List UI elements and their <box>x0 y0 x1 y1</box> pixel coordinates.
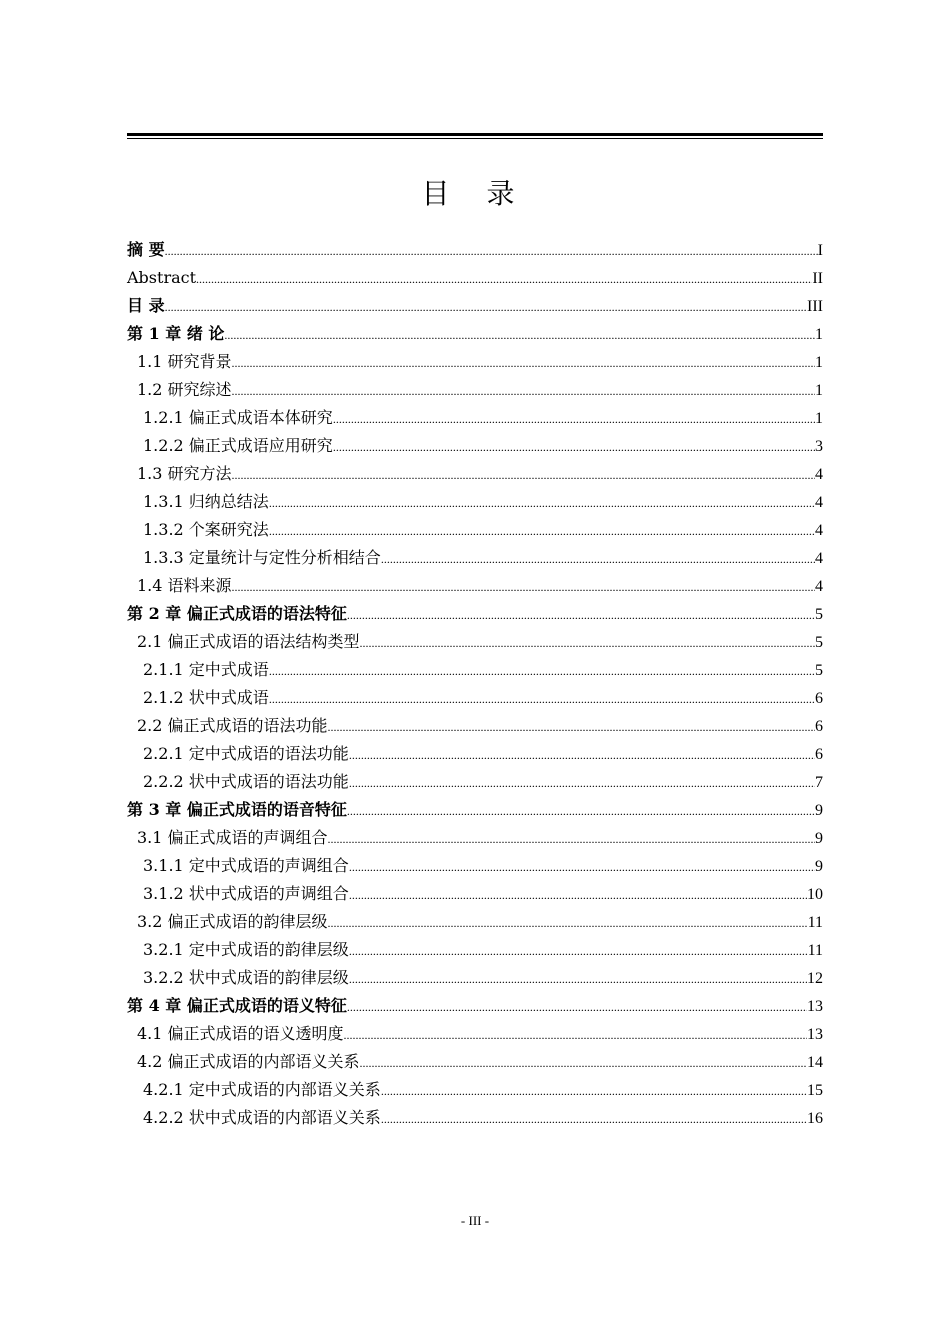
toc-entry-label: 1.3 研究方法 <box>137 464 232 483</box>
toc-entry[interactable] <box>127 236 823 264</box>
toc-entry-page: 4 <box>815 494 823 511</box>
toc-entry[interactable] <box>127 964 823 992</box>
toc-entry[interactable] <box>127 824 823 852</box>
toc-entry[interactable] <box>127 684 823 712</box>
toc-dot-leader <box>328 825 815 853</box>
toc-dot-leader <box>269 517 815 545</box>
toc-dot-leader <box>344 1021 807 1049</box>
toc-entry-label: 2.1.2 状中式成语 <box>143 688 269 707</box>
toc-entry-label: 4.1 偏正式成语的语义透明度 <box>137 1024 344 1043</box>
toc-entry[interactable] <box>127 1076 823 1104</box>
toc-entry-label: 3.1.1 定中式成语的声调组合 <box>143 856 349 875</box>
toc-entry[interactable] <box>127 264 823 292</box>
toc-entry-label: 3.1.2 状中式成语的声调组合 <box>143 884 349 903</box>
toc-entry-page: 12 <box>807 970 823 987</box>
toc-entry-page: 4 <box>815 522 823 539</box>
toc-entry[interactable] <box>127 1048 823 1076</box>
toc-dot-leader <box>360 1049 807 1077</box>
toc-entry[interactable] <box>127 292 823 320</box>
toc-entry-label: 2.1.1 定中式成语 <box>143 660 269 679</box>
toc-entry-label: 3.1 偏正式成语的声调组合 <box>137 828 328 847</box>
toc-dot-leader <box>333 405 815 433</box>
toc-dot-leader <box>349 853 815 881</box>
toc-dot-leader <box>347 797 815 825</box>
header-rule-thick <box>127 133 823 136</box>
toc-entry-page: 9 <box>815 802 823 819</box>
toc-dot-leader <box>165 293 807 321</box>
toc-entry-label: 1.2.2 偏正式成语应用研究 <box>143 436 333 455</box>
toc-dot-leader <box>349 965 807 993</box>
toc-entry-page: 4 <box>815 578 823 595</box>
table-of-contents <box>127 236 823 1132</box>
toc-entry-page: 13 <box>807 998 823 1015</box>
toc-dot-leader <box>347 601 815 629</box>
toc-entry-page: 5 <box>815 662 823 679</box>
toc-entry-label: 3.2.2 状中式成语的韵律层级 <box>143 968 349 987</box>
header-rule-thin <box>127 138 823 139</box>
toc-entry-page: 5 <box>815 606 823 623</box>
toc-entry[interactable] <box>127 740 823 768</box>
toc-entry-page: 1 <box>815 326 823 343</box>
page-title: 目 录 <box>421 177 529 210</box>
toc-entry-page: 13 <box>807 1026 823 1043</box>
toc-entry-page: 6 <box>815 746 823 763</box>
toc-entry-label: 1.3.1 归纳总结法 <box>143 492 269 511</box>
toc-entry-page: 1 <box>815 410 823 427</box>
toc-entry[interactable] <box>127 628 823 656</box>
toc-entry-label: 目 录 <box>127 296 165 315</box>
toc-entry[interactable] <box>127 768 823 796</box>
toc-dot-leader <box>347 993 807 1021</box>
toc-entry-page: 9 <box>815 858 823 875</box>
toc-dot-leader <box>328 713 815 741</box>
toc-entry-label: 4.2 偏正式成语的内部语义关系 <box>137 1052 360 1071</box>
toc-dot-leader <box>349 741 815 769</box>
toc-entry[interactable] <box>127 376 823 404</box>
toc-entry-page: 14 <box>807 1054 823 1071</box>
toc-entry-label: 2.2.2 状中式成语的语法功能 <box>143 772 349 791</box>
toc-dot-leader <box>381 1105 807 1133</box>
toc-entry-page: 4 <box>815 466 823 483</box>
toc-entry-page: 9 <box>815 830 823 847</box>
toc-dot-leader <box>196 265 812 293</box>
toc-entry-page: 15 <box>807 1082 823 1099</box>
toc-dot-leader <box>349 881 807 909</box>
toc-entry[interactable] <box>127 1020 823 1048</box>
toc-dot-leader <box>349 769 815 797</box>
toc-entry-label: 1.3.3 定量统计与定性分析相结合 <box>143 548 381 567</box>
toc-entry[interactable] <box>127 992 823 1020</box>
toc-entry[interactable] <box>127 432 823 460</box>
toc-entry[interactable] <box>127 712 823 740</box>
toc-entry-label: 2.2 偏正式成语的语法功能 <box>137 716 328 735</box>
toc-entry-page: III <box>807 298 823 315</box>
toc-entry[interactable] <box>127 656 823 684</box>
toc-entry-label: 1.4 语料来源 <box>137 576 232 595</box>
toc-entry-label: 1.2.1 偏正式成语本体研究 <box>143 408 333 427</box>
page-number-footer: - III - <box>460 1213 490 1228</box>
toc-entry[interactable] <box>127 600 823 628</box>
toc-dot-leader <box>224 321 815 349</box>
toc-dot-leader <box>360 629 815 657</box>
toc-entry[interactable] <box>127 852 823 880</box>
toc-dot-leader <box>165 237 818 265</box>
toc-entry-label: 1.1 研究背景 <box>137 352 232 371</box>
toc-entry-label: 第 3 章 偏正式成语的语音特征 <box>127 800 347 819</box>
toc-dot-leader <box>232 349 815 377</box>
toc-dot-leader <box>381 1077 807 1105</box>
toc-entry-page: 1 <box>815 354 823 371</box>
toc-dot-leader <box>269 685 815 713</box>
toc-entry-page: 7 <box>815 774 823 791</box>
toc-entry-page: 3 <box>815 438 823 455</box>
toc-entry[interactable] <box>127 936 823 964</box>
toc-entry[interactable] <box>127 796 823 824</box>
toc-entry-label: 摘 要 <box>127 240 165 259</box>
toc-entry-page: 11 <box>807 942 823 959</box>
toc-entry-page: 5 <box>815 634 823 651</box>
toc-entry-page: 4 <box>815 550 823 567</box>
toc-entry-label: 4.2.2 状中式成语的内部语义关系 <box>143 1108 381 1127</box>
toc-entry[interactable] <box>127 1104 823 1132</box>
toc-entry-label: Abstract <box>127 268 197 287</box>
toc-dot-leader <box>333 433 815 461</box>
toc-entry[interactable] <box>127 544 823 572</box>
toc-entry[interactable] <box>127 572 823 600</box>
toc-entry-label: 1.2 研究综述 <box>137 380 232 399</box>
toc-entry-page: 1 <box>815 382 823 399</box>
toc-dot-leader <box>381 545 815 573</box>
toc-entry[interactable] <box>127 488 823 516</box>
toc-entry-page: I <box>817 242 823 259</box>
toc-entry-label: 4.2.1 定中式成语的内部语义关系 <box>143 1080 381 1099</box>
toc-dot-leader <box>269 657 815 685</box>
toc-entry-label: 3.2 偏正式成语的韵律层级 <box>137 912 328 931</box>
toc-entry[interactable] <box>127 320 823 348</box>
toc-entry-label: 第 1 章 绪 论 <box>127 324 225 343</box>
toc-dot-leader <box>232 461 815 489</box>
toc-entry-label: 第 2 章 偏正式成语的语法特征 <box>127 604 347 623</box>
toc-entry[interactable] <box>127 880 823 908</box>
toc-entry-page: 11 <box>807 914 823 931</box>
toc-entry-page: 10 <box>807 886 823 903</box>
toc-dot-leader <box>349 937 808 965</box>
toc-entry-label: 1.3.2 个案研究法 <box>143 520 269 539</box>
toc-entry[interactable] <box>127 460 823 488</box>
toc-entry[interactable] <box>127 516 823 544</box>
toc-entry[interactable] <box>127 348 823 376</box>
toc-dot-leader <box>269 489 815 517</box>
toc-entry[interactable] <box>127 908 823 936</box>
toc-dot-leader <box>232 573 815 601</box>
toc-entry-label: 2.2.1 定中式成语的语法功能 <box>143 744 349 763</box>
toc-entry-label: 3.2.1 定中式成语的韵律层级 <box>143 940 349 959</box>
toc-dot-leader <box>328 909 808 937</box>
toc-entry-label: 2.1 偏正式成语的语法结构类型 <box>137 632 360 651</box>
toc-entry-page: 6 <box>815 718 823 735</box>
toc-entry-page: 6 <box>815 690 823 707</box>
toc-entry-page: II <box>812 270 823 287</box>
toc-entry-page: 16 <box>807 1110 823 1127</box>
toc-entry-label: 第 4 章 偏正式成语的语义特征 <box>127 996 347 1015</box>
toc-entry[interactable] <box>127 404 823 432</box>
toc-dot-leader <box>232 377 815 405</box>
